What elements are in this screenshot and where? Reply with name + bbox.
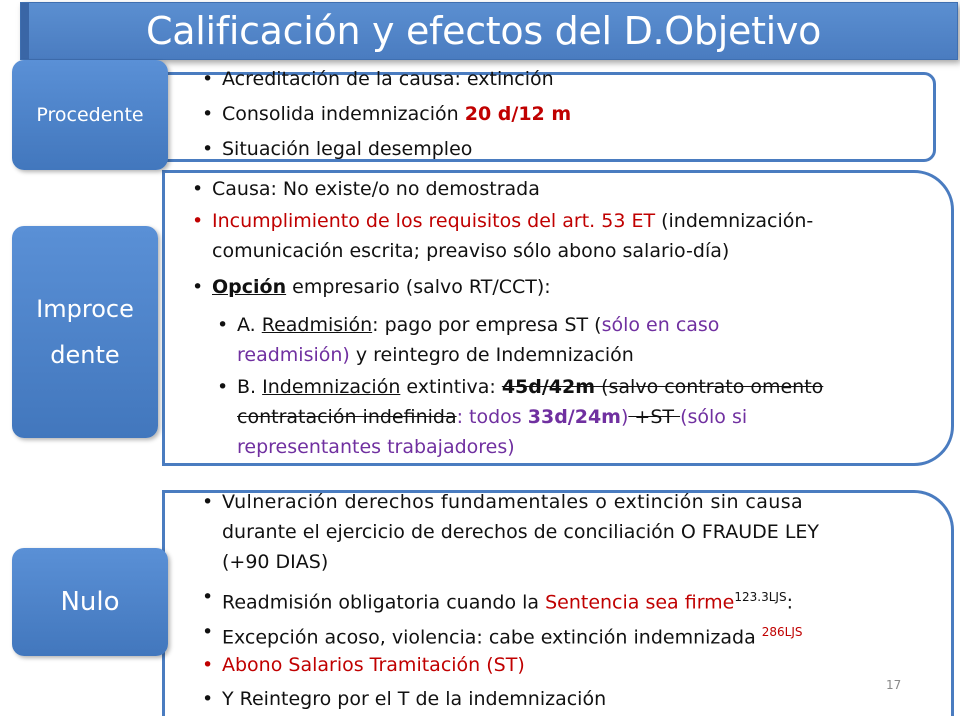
improcedente-item-2-line2 bbox=[212, 236, 729, 267]
procedente-item-3-text: Situación legal desempleo bbox=[222, 138, 473, 160]
label-improcedente-line1: Improce bbox=[36, 295, 134, 323]
bullet-icon: • bbox=[192, 276, 204, 298]
sub-b-strike-1: (salvo contrato omento bbox=[595, 376, 824, 398]
nulo-item-2-red: Sentencia sea firme bbox=[545, 591, 735, 614]
sub-b-purple-3: (sólo si bbox=[680, 406, 748, 428]
page-title: Calificación y efectos del D.Objetivo bbox=[146, 9, 822, 53]
sub-b-mid: extintiva: bbox=[400, 376, 502, 398]
sub-a-mid: : pago por empresa ST ( bbox=[372, 314, 602, 336]
bullet-icon: • bbox=[202, 103, 214, 125]
improcedente-sub-a bbox=[217, 310, 720, 341]
improcedente-item-3 bbox=[192, 272, 551, 303]
improcedente-sub-b-line2 bbox=[237, 402, 747, 433]
nulo-item-3 bbox=[202, 617, 803, 653]
improcedente-item-2-red: Incumplimiento de los requisitos del art. 53 ET bbox=[212, 210, 656, 232]
label-procedente bbox=[12, 60, 168, 170]
improcedente-item-2-rest: (indemnización- bbox=[655, 210, 814, 232]
label-nulo bbox=[12, 548, 168, 656]
improcedente-item-1 bbox=[192, 174, 540, 205]
improcedente-item-2 bbox=[192, 206, 814, 237]
sub-a-purple-2: readmisión) bbox=[237, 344, 350, 366]
bullet-icon: • bbox=[217, 314, 229, 336]
procedente-item-2-text: Consolida indemnización bbox=[222, 103, 465, 125]
sub-b-strike-st: +ST bbox=[628, 406, 681, 428]
nulo-item-4 bbox=[202, 650, 525, 681]
sub-b-purple-1: : todos bbox=[456, 406, 528, 428]
improcedente-item-1-text: Causa: No existe/o no demostrada bbox=[212, 178, 540, 200]
label-improcedente-line2: dente bbox=[50, 341, 120, 369]
label-nulo-text: Nulo bbox=[60, 587, 120, 617]
bullet-icon: • bbox=[202, 586, 214, 608]
title-accent bbox=[21, 3, 29, 59]
procedente-item-1-text: Acreditación de la causa: extinción bbox=[222, 68, 554, 90]
bullet-icon: • bbox=[202, 621, 214, 643]
improcedente-sub-a-line2 bbox=[237, 340, 634, 371]
procedente-item-1 bbox=[202, 64, 554, 95]
page-number: 17 bbox=[886, 678, 902, 692]
bullet-icon: • bbox=[202, 138, 214, 160]
bullet-icon: • bbox=[202, 688, 214, 710]
nulo-item-5-text: Y Reintegro por el T de la indemnización bbox=[222, 688, 607, 710]
nulo-item-5 bbox=[202, 684, 607, 715]
bullet-icon: • bbox=[202, 654, 214, 676]
nulo-item-2-sup: 123.3LJS bbox=[734, 590, 787, 604]
nulo-item-2 bbox=[202, 582, 793, 618]
sub-a-end: y reintegro de Indemnización bbox=[349, 344, 634, 366]
improcedente-item-2-line2-text: comunicación escrita; preaviso sólo abono salario-día) bbox=[212, 240, 730, 262]
bullet-icon: • bbox=[192, 178, 204, 200]
procedente-item-2 bbox=[202, 99, 572, 130]
nulo-item-1-line3-text: (+90 DIAS) bbox=[222, 551, 329, 573]
label-procedente-text: Procedente bbox=[36, 104, 144, 126]
sub-b-strike-2: contratación indefinida bbox=[237, 406, 457, 428]
improcedente-sub-b-line3 bbox=[237, 432, 515, 463]
nulo-item-4-text: Abono Salarios Tramitación (ST) bbox=[222, 654, 525, 676]
bullet-icon: • bbox=[202, 491, 214, 513]
bullet-icon: • bbox=[217, 376, 229, 398]
nulo-item-1-line1: Vulneración derechos fundamentales o extinción sin causa bbox=[222, 491, 804, 513]
sub-b-purple-2: ) bbox=[620, 406, 629, 428]
procedente-item-3 bbox=[202, 134, 473, 165]
nulo-item-1-line2-text: durante el ejercicio de derechos de conciliación O FRAUDE LEY bbox=[222, 521, 820, 543]
procedente-item-2-highlight: 20 d/12 m bbox=[464, 103, 572, 125]
bullet-icon: • bbox=[202, 68, 214, 90]
nulo-item-1-line2 bbox=[222, 517, 819, 548]
sub-b-indemnizacion: Indemnización bbox=[262, 376, 401, 398]
label-improcedente bbox=[12, 226, 158, 438]
improcedente-opcion: Opción bbox=[212, 276, 287, 298]
improcedente-item-3-rest: empresario (salvo RT/CCT): bbox=[286, 276, 551, 298]
nulo-item-1 bbox=[202, 487, 804, 518]
improcedente-sub-b bbox=[217, 372, 824, 403]
title-bar bbox=[20, 2, 958, 60]
sub-a-prefix: A. bbox=[237, 314, 262, 336]
nulo-item-2-a: Readmisión obligatoria cuando la bbox=[222, 591, 546, 614]
bullet-icon: • bbox=[192, 210, 204, 232]
nulo-item-3-sup: 286LJS bbox=[761, 625, 803, 639]
nulo-item-1-line3 bbox=[222, 547, 328, 578]
sub-b-prefix: B. bbox=[237, 376, 263, 398]
sub-b-purple-4: representantes trabajadores) bbox=[237, 436, 515, 458]
sub-a-purple-1: sólo en caso bbox=[601, 314, 720, 336]
nulo-item-2-end: : bbox=[786, 591, 793, 614]
sub-b-purple-bold: 33d/24m bbox=[527, 406, 621, 428]
sub-b-strike-bold: 45d/42m bbox=[501, 376, 596, 398]
nulo-item-3-a: Excepción acoso, violencia: cabe extinción indemnizada bbox=[222, 626, 762, 649]
sub-a-readmision: Readmisión bbox=[261, 314, 373, 336]
